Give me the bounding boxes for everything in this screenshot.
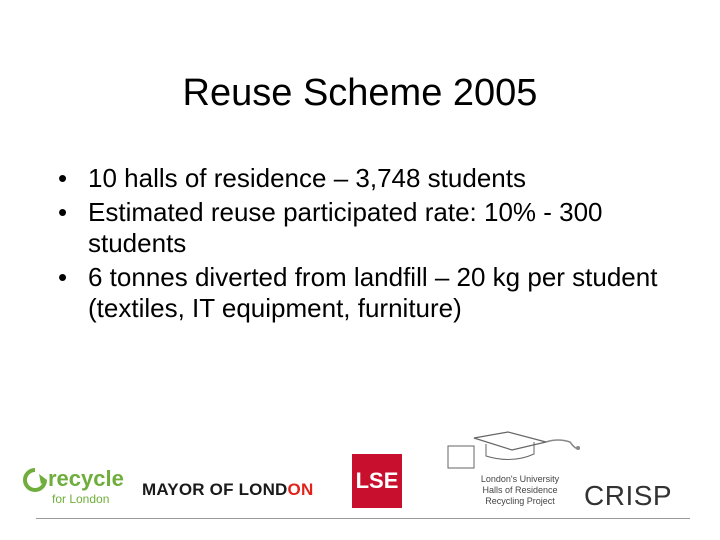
bullet-text: Estimated reuse participated rate: 10% - 300 students: [88, 197, 603, 258]
recycle-arrow-icon: [22, 466, 48, 496]
lurp-line: London's University: [480, 474, 560, 484]
recycle-word: recycle: [48, 466, 124, 491]
bullet-dot: •: [58, 262, 68, 292]
lse-logo: LSE: [352, 454, 402, 508]
recycle-subtitle: for London: [52, 492, 110, 506]
bullet-item: [58, 163, 678, 194]
bullet-dot: •: [58, 163, 68, 193]
footer-divider: [36, 518, 690, 519]
bullet-text: 10 halls of residence – 3,748 students: [88, 163, 526, 193]
mayor-text: MAYOR OF LOND: [142, 480, 288, 499]
bullet-list: [58, 163, 678, 327]
crisp-logo: CRISP: [584, 480, 673, 511]
lurp-line: Halls of Residence: [482, 485, 558, 495]
bullet-dot: •: [58, 197, 68, 227]
bullet-item: [58, 197, 678, 259]
logo-strip: [0, 428, 720, 528]
lurp-caption: [470, 474, 570, 507]
lurp-line: Recycling Project: [485, 496, 555, 506]
recycle-for-london-logo: [22, 464, 132, 514]
bullet-item: [58, 262, 678, 324]
slide-title: Reuse Scheme 2005: [182, 72, 538, 114]
mayor-text-accent: ON: [287, 480, 314, 499]
bullet-text: 6 tonnes diverted from landfill – 20 kg per student (textiles, IT equipment, furniture): [88, 262, 658, 323]
graduation-cap-icon: [438, 428, 588, 472]
mayor-of-london-logo: [142, 480, 313, 500]
